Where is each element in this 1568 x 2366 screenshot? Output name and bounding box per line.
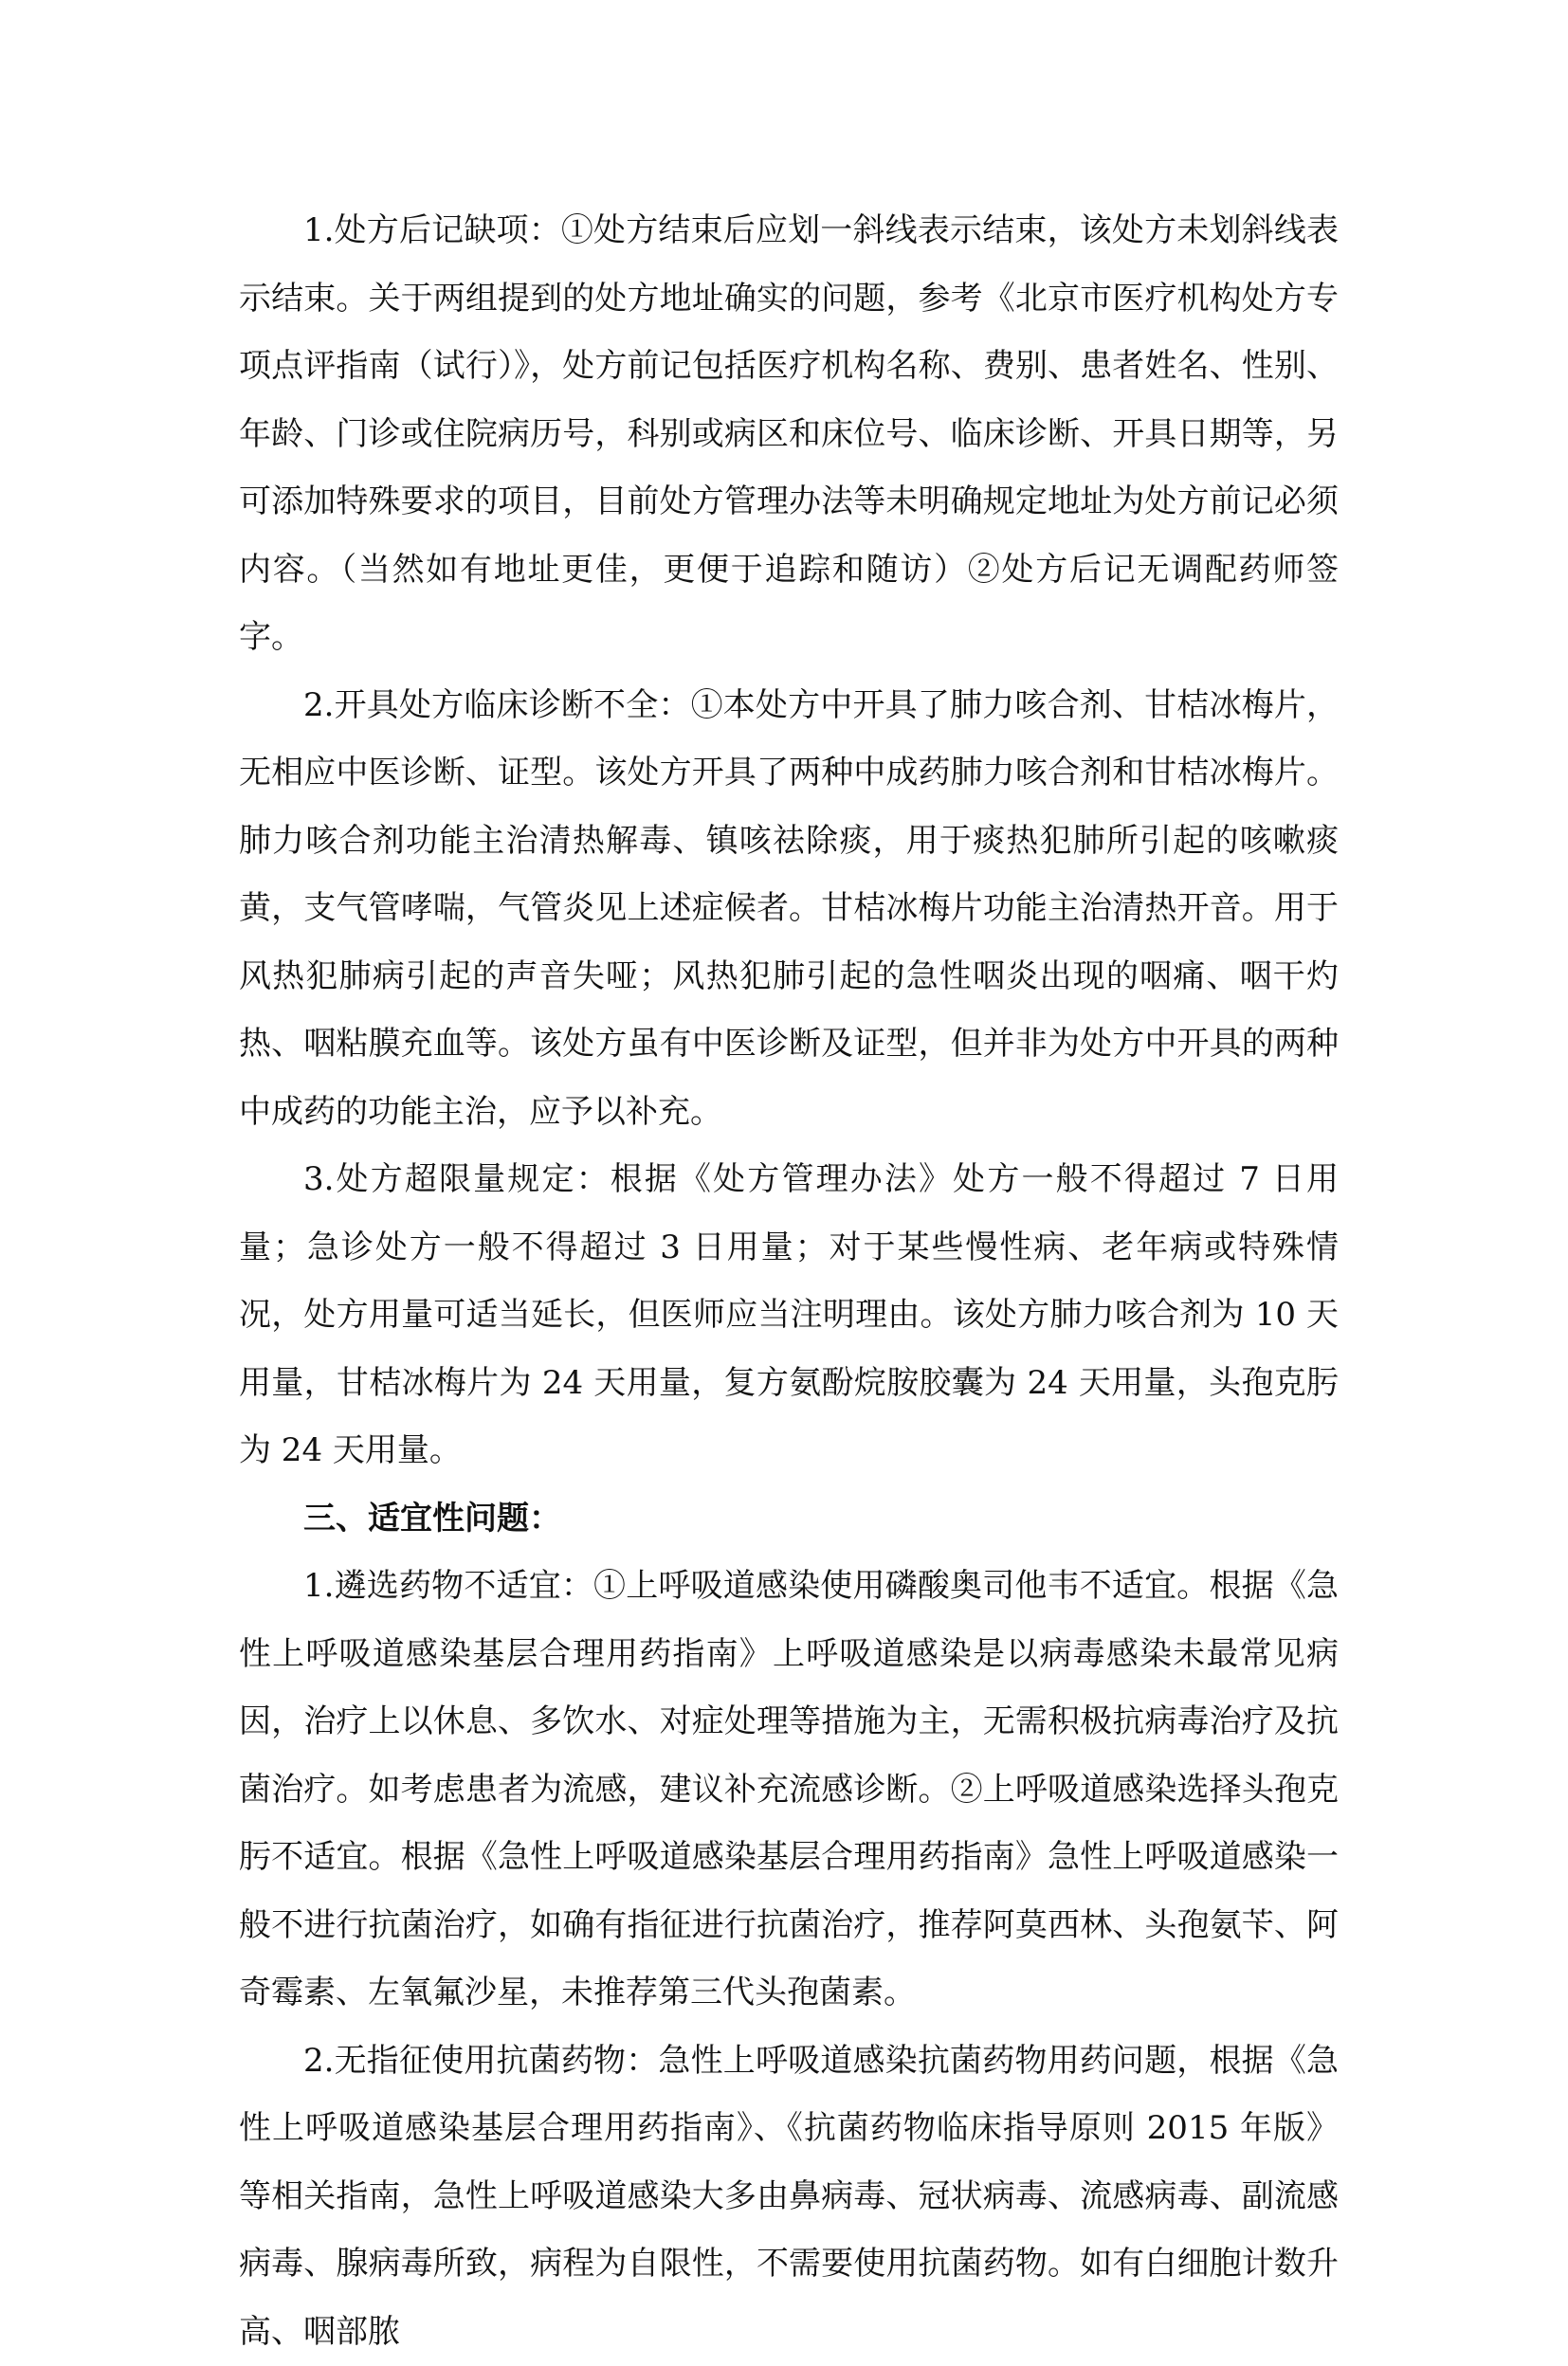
- section-heading-appropriateness: 三、适宜性问题：: [239, 1485, 1339, 1554]
- paragraph-dosage-limit: 3.处方超限量规定：根据《处方管理办法》处方一般不得超过 7 日用量；急诊处方一般不得超过 3 日用量；对于某些慢性病、老年病或特殊情况，处方用量可适当延长，但医师应当注明理由。该处方肺力咳合剂为 10 天用量，甘桔冰梅片为 24 天用量，复方氨酚烷胺胶囊为 24 天用量，头孢克肟为 24 天用量。: [239, 1146, 1339, 1485]
- paragraph-prescription-postscript: 1.处方后记缺项：①处方结束后应划一斜线表示结束，该处方未划斜线表示结束。关于两组提到的处方地址确实的问题，参考《北京市医疗机构处方专项点评指南（试行）》，处方前记包括医疗机构名称、费别、患者姓名、性别、年龄、门诊或住院病历号，科别或病区和床位号、临床诊断、开具日期等，另可添加特殊要求的项目，目前处方管理办法等未明确规定地址为处方前记必须内容。（当然如有地址更佳，更便于追踪和随访）②处方后记无调配药师签字。: [239, 197, 1339, 672]
- paragraph-antibiotic-indication: 2.无指征使用抗菌药物：急性上呼吸道感染抗菌药物用药问题，根据《急性上呼吸道感染基层合理用药指南》、《抗菌药物临床指导原则 2015 年版》等相关指南，急性上呼吸道感染大多由鼻病毒、冠状病毒、流感病毒、副流感病毒、腺病毒所致，病程为自限性，不需要使用抗菌药物。如有白细胞计数升高、咽部脓: [239, 2028, 1339, 2366]
- paragraph-clinical-diagnosis: 2.开具处方临床诊断不全：①本处方中开具了肺力咳合剂、甘桔冰梅片，无相应中医诊断、证型。该处方开具了两种中成药肺力咳合剂和甘桔冰梅片。肺力咳合剂功能主治清热解毒、镇咳祛除痰，用于痰热犯肺所引起的咳嗽痰黄，支气管哮喘，气管炎见上述症候者。甘桔冰梅片功能主治清热开音。用于风热犯肺病引起的声音失哑；风热犯肺引起的急性咽炎出现的咽痛、咽干灼热、咽粘膜充血等。该处方虽有中医诊断及证型，但并非为处方中开具的两种中成药的功能主治，应予以补充。: [239, 672, 1339, 1147]
- paragraph-drug-selection: 1.遴选药物不适宜：①上呼吸道感染使用磷酸奥司他韦不适宜。根据《急性上呼吸道感染基层合理用药指南》上呼吸道感染是以病毒感染未最常见病因，治疗上以休息、多饮水、对症处理等措施为主，无需积极抗病毒治疗及抗菌治疗。如考虑患者为流感，建议补充流感诊断。②上呼吸道感染选择头孢克肟不适宜。根据《急性上呼吸道感染基层合理用药指南》急性上呼吸道感染一般不进行抗菌治疗，如确有指征进行抗菌治疗，推荐阿莫西林、头孢氨苄、阿奇霉素、左氧氟沙星，未推荐第三代头孢菌素。: [239, 1553, 1339, 2028]
- document-body: [239, 197, 1339, 2366]
